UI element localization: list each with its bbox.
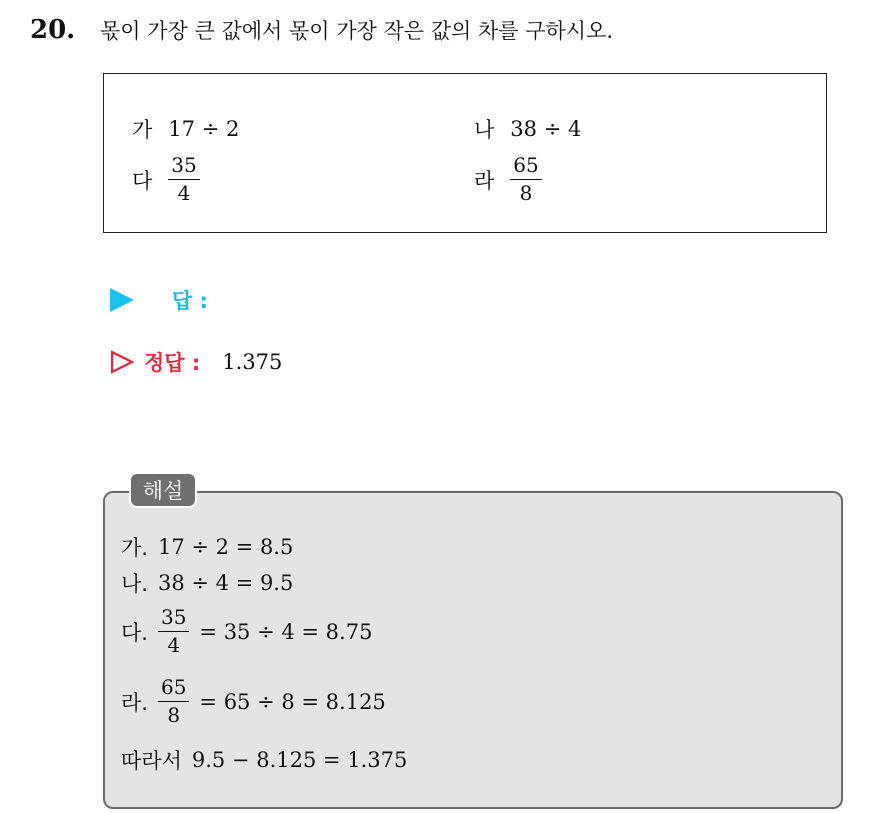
solution-line-5	[121, 745, 407, 775]
solution-line-4	[121, 676, 386, 727]
fraction-numerator: 35	[168, 154, 199, 180]
answer-row	[110, 285, 208, 315]
outline-triangle-icon	[110, 350, 134, 374]
solution-line-expr: 17 ÷ 2 = 8.5	[157, 535, 294, 559]
item-na	[474, 114, 581, 144]
filled-triangle-icon	[110, 288, 134, 312]
item-na-expr: 38 ÷ 4	[510, 117, 582, 141]
item-ra-fraction	[510, 154, 541, 205]
correct-answer-row	[110, 347, 282, 377]
fraction-denominator: 8	[167, 703, 181, 727]
fraction-denominator: 4	[167, 633, 181, 657]
solution-line-expr: = 65 ÷ 8 = 8.125	[199, 689, 386, 714]
item-ra-label: 라	[474, 168, 495, 193]
solution-tab: 해설	[129, 472, 197, 508]
problem-box	[103, 73, 827, 233]
item-ga-label: 가	[132, 118, 153, 142]
fraction-numerator: 65	[158, 676, 189, 702]
item-na-label: 나	[474, 118, 495, 142]
question-text: 몫이 가장 큰 값에서 몫이 가장 작은 값의 차를 구하시오.	[100, 19, 614, 43]
solution-line-expr: 38 ÷ 4 = 9.5	[157, 571, 294, 595]
item-da-label: 다	[132, 168, 153, 193]
answer-label: 답 :	[172, 289, 208, 313]
solution-line-label: 라.	[121, 690, 148, 715]
solution-line-2	[121, 568, 293, 598]
fraction-denominator: 4	[177, 181, 191, 205]
solution-fraction	[158, 676, 189, 727]
solution-line-label: 나.	[121, 572, 148, 596]
fraction-numerator: 35	[158, 606, 189, 632]
item-ga-expr: 17 ÷ 2	[168, 117, 240, 141]
question-header	[30, 12, 613, 48]
solution-line-label: 따라서	[121, 749, 182, 773]
question-number: 20.	[30, 15, 76, 45]
solution-line-3	[121, 606, 372, 657]
correct-answer-value: 1.375	[222, 350, 283, 374]
solution-line-label: 다.	[121, 620, 148, 645]
correct-answer-label: 정답 :	[144, 351, 201, 375]
item-ra	[474, 154, 542, 205]
solution-line-expr: 9.5 − 8.125 = 1.375	[191, 748, 408, 772]
item-da	[132, 154, 200, 205]
item-da-fraction	[168, 154, 199, 205]
fraction-numerator: 65	[510, 154, 541, 180]
solution-line-expr: = 35 ÷ 4 = 8.75	[199, 619, 373, 644]
solution-line-1	[121, 532, 293, 562]
item-ga	[132, 114, 239, 144]
solution-line-label: 가.	[121, 536, 148, 560]
fraction-denominator: 8	[519, 181, 533, 205]
solution-fraction	[158, 606, 189, 657]
